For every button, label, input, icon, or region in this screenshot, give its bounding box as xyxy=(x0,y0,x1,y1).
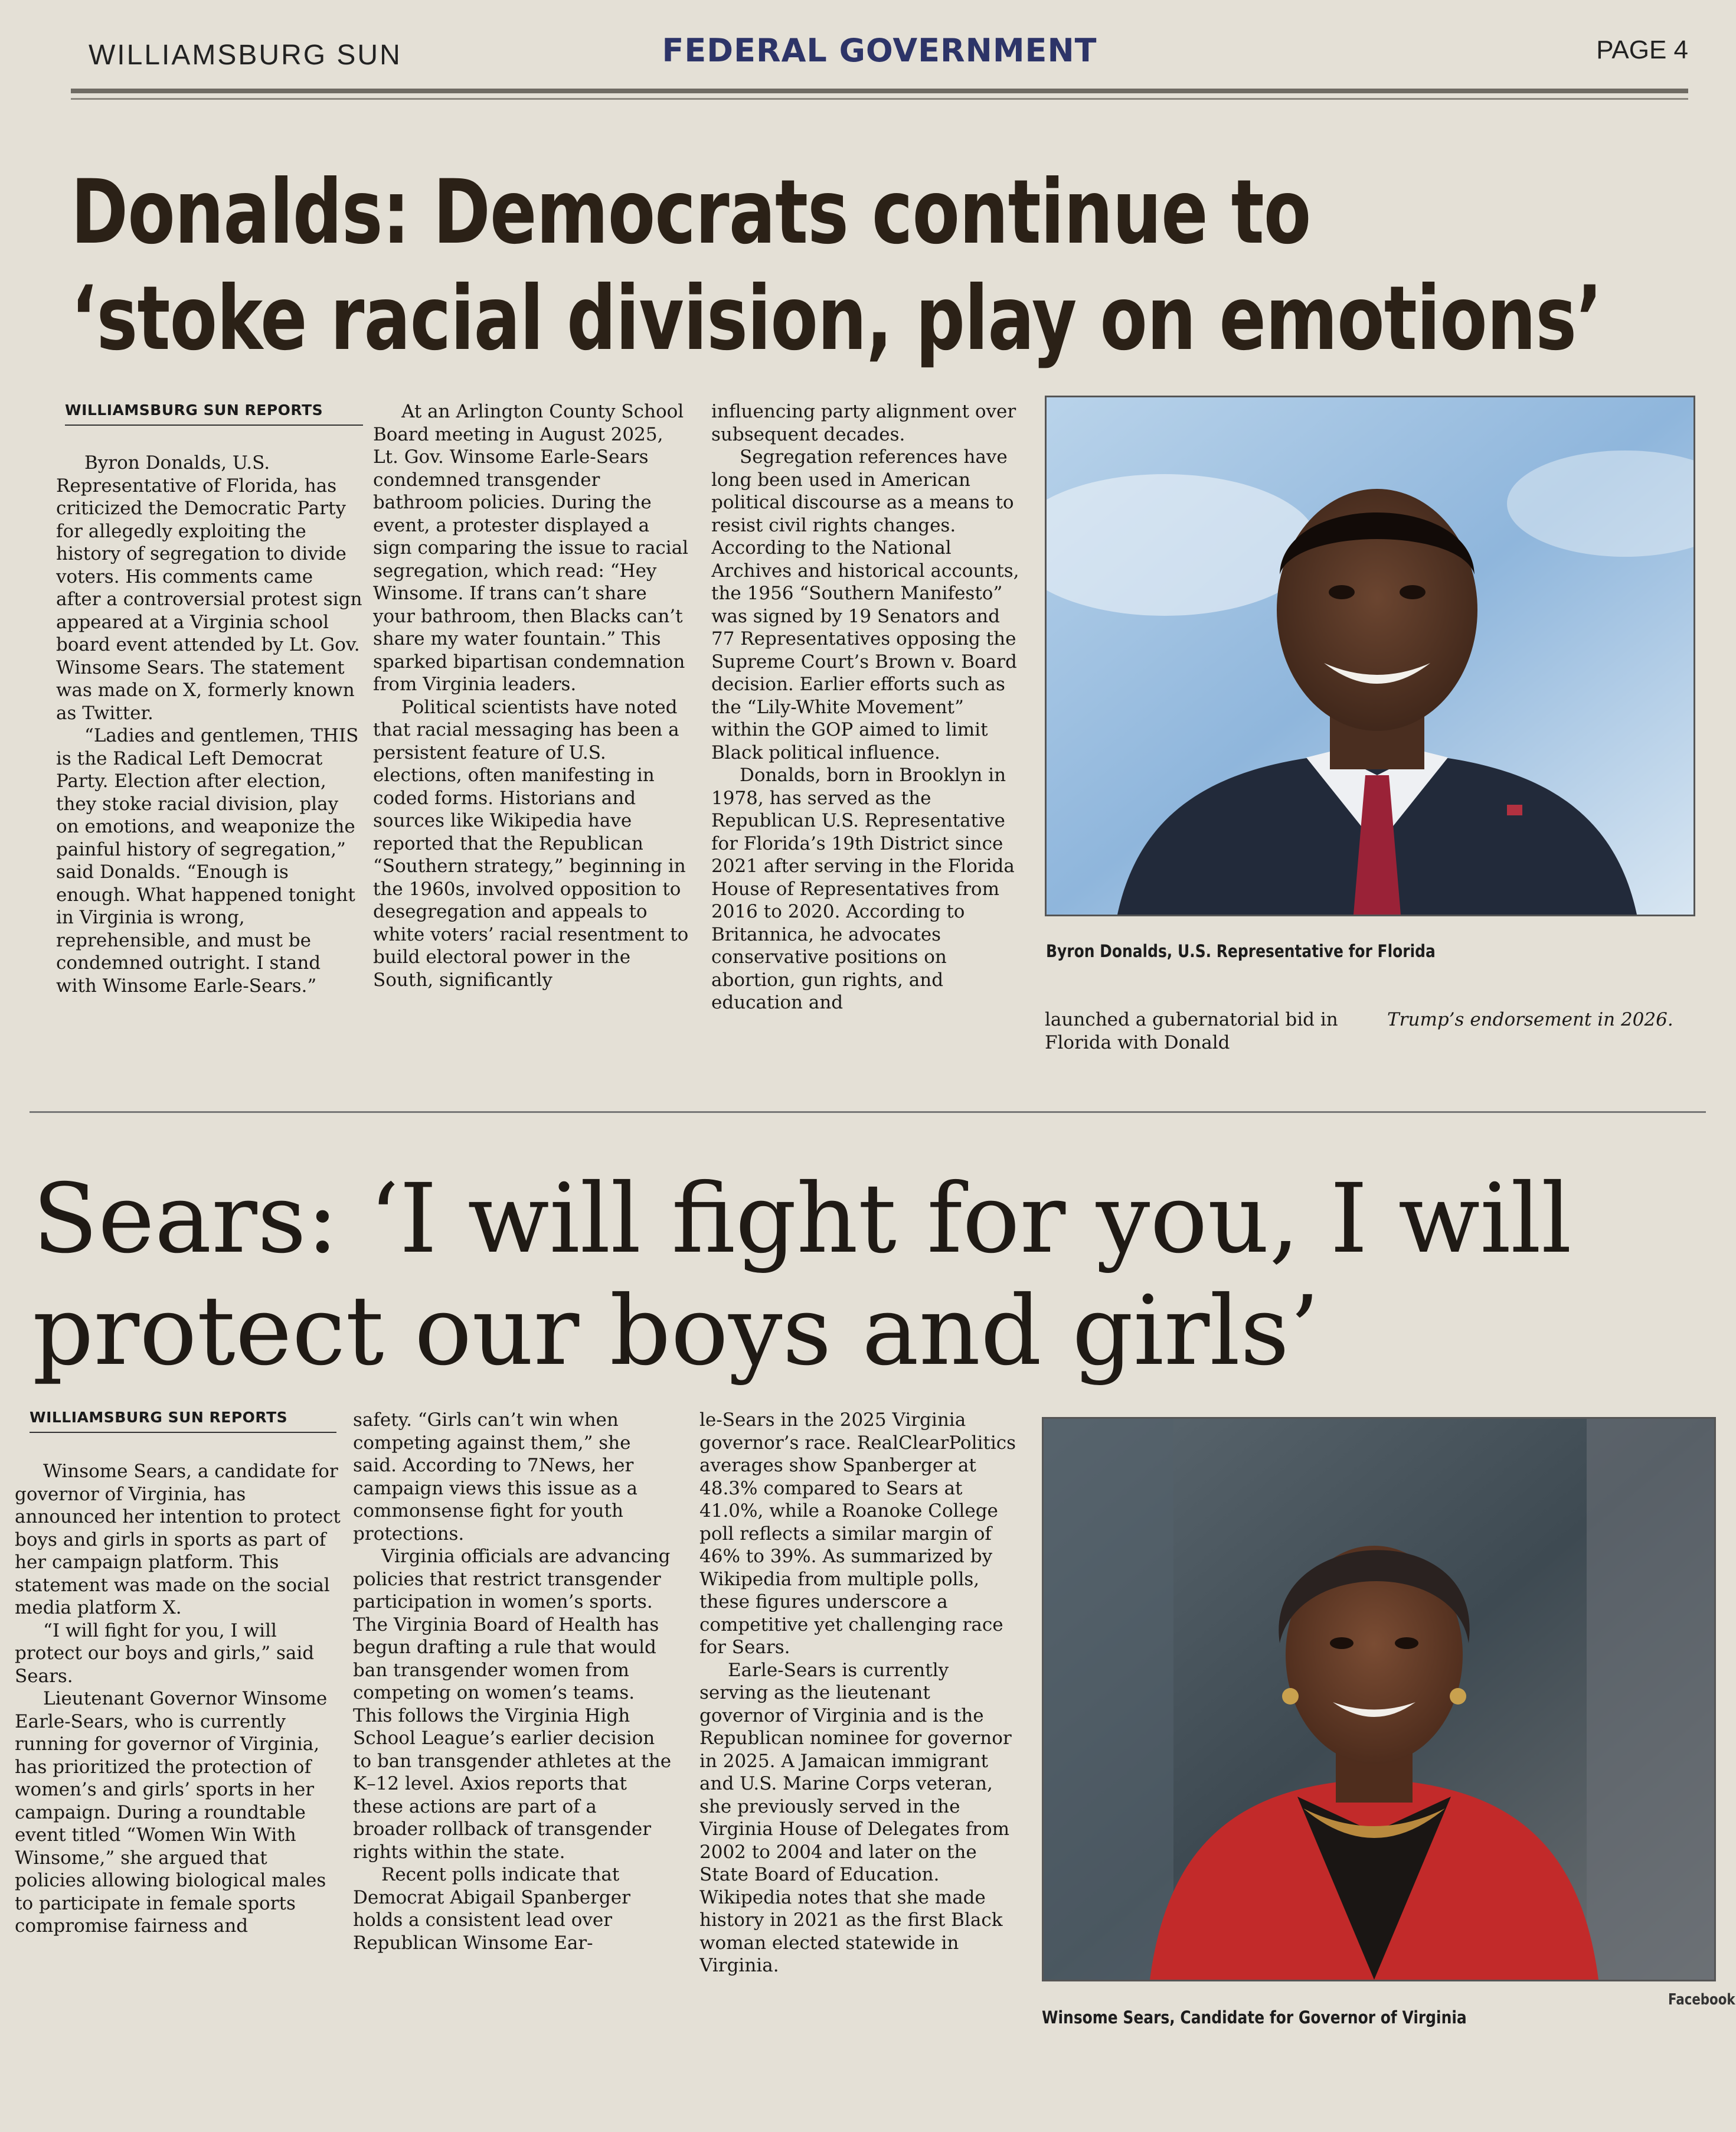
article2-col1-para: Winsome Sears, a candidate for governor of Virginia, has announced her intention to protect boys and girls in sports as part of her campaign platform. This statement was made on the social media platform X. xyxy=(15,1461,341,1618)
article1-col3-para: Donalds, born in Brooklyn in 1978, has served as the Republican U.S. Representative for Florida’s 19th District since 2021 after serving in the Florida House of Representatives from 2016 to 2020. According to Britannica, he advocates conservative positions on abortion, gun rights, and education and xyxy=(711,765,1015,1013)
article2-col3-para: Earle-Sears is currently serving as the lieutenant governor of Virginia and is the Republican nominee for governor in 2025. A Jamaican immigrant and U.S. Marine Corps veteran, she previously served in the Virginia House of Delegates from 2002 to 2004 and later on the State Board of Education. Wikipedia notes that she made history in 2021 as the first Black woman elected statewide in Virginia. xyxy=(699,1659,1012,1976)
article2-kicker: WILLIAMSBURG SUN REPORTS xyxy=(30,1409,336,1433)
sears-photo-caption: Winsome Sears, Candidate for Governor of Virginia xyxy=(1042,2007,1467,2027)
section-title: FEDERAL GOVERNMENT xyxy=(662,32,1097,69)
article1-column-3 xyxy=(711,400,1021,1067)
article-separator xyxy=(30,1111,1706,1113)
donalds-photo-caption: Byron Donalds, U.S. Representative for Florida xyxy=(1046,941,1436,961)
sears-photo xyxy=(1042,1417,1716,1981)
article2-column-1 xyxy=(15,1460,342,2039)
donalds-photo xyxy=(1045,396,1695,916)
article2-col2-para: Recent polls indicate that Democrat Abigail Spanberger holds a consistent lead over Republican Winsome Ear- xyxy=(353,1864,630,1954)
masthead xyxy=(71,24,1688,89)
article1-column-1 xyxy=(56,452,363,1054)
article1-headline xyxy=(71,159,1636,372)
article2-column-2 xyxy=(353,1409,675,2058)
masthead-rule xyxy=(71,89,1688,93)
article1-col1-para: Byron Donalds, U.S. Representative of Florida, has criticized the Democratic Party for allegedly exploiting the history of segregation to divide voters. His comments came after a controversial protest sign appeared at a Virginia school board event attended by Lt. Gov. Winsome Sears. The statement was made on X, formerly known as Twitter. xyxy=(56,452,362,724)
article1-column-4 xyxy=(1045,1008,1352,1062)
article1-col1-para: “Ladies and gentlemen, THIS is the Radical Left Democrat Party. Election after election, they stoke racial division, play on emotions, and weaponize the painful history of segregation,” said Donalds. “Enough is enough. What happened tonight in Virginia is wrong, reprehensible, and must be condemned outright. I stand with Winsome Earle-Sears.” xyxy=(56,725,359,997)
article1-col5-para: Trump’s endorsement in 2026. xyxy=(1387,1009,1673,1030)
portrait-sears-image xyxy=(1044,1419,1714,1980)
article1-headline-line1: Donalds: Democrats continue to xyxy=(71,161,1311,264)
page-number: PAGE 4 xyxy=(1596,35,1688,64)
article2-column-3 xyxy=(699,1409,1018,2070)
article1-column-2 xyxy=(373,400,692,1067)
article1-kicker: WILLIAMSBURG SUN REPORTS xyxy=(65,401,363,426)
photo-credit: Facebook xyxy=(1668,1991,1735,2009)
portrait-donalds-image xyxy=(1047,397,1694,915)
article2-col1-para: “I will fight for you, I will protect our boys and girls,” said Sears. xyxy=(15,1620,315,1687)
article2-col2-para: safety. “Girls can’t win when competing against them,” she said. According to 7News, her campaign views this issue as a commonsense fight for youth protections. xyxy=(353,1409,637,1545)
article1-col4-para: launched a gubernatorial bid in Florida with Donald xyxy=(1045,1009,1338,1053)
article1-col3-para: Segregation references have long been used in American political discourse as a means to resist civil rights changes. According to the National Archives and historical accounts, the 1956 “Southern Manifesto” was signed by 19 Senators and 77 Representatives opposing the Supreme Court’s Brown v. Board decision. Earlier efforts such as the “Lily-White Movement” within the GOP aimed to limit Black political influence. xyxy=(711,446,1019,763)
article2-headline-line1: Sears: ‘I will fight for you, I will xyxy=(32,1164,1572,1275)
article1-col2-para: At an Arlington County School Board meeting in August 2025, Lt. Gov. Winsome Earle-Sears condemned transgender bathroom policies. During the event, a protester displayed a sign comparing the issue to racial segregation, which read: “Hey Winsome. If trans can’t share your bathroom, then Blacks can’t share my water fountain.” This sparked bipartisan condemnation from Virginia leaders. xyxy=(373,401,689,695)
article1-column-5 xyxy=(1387,1008,1694,1062)
article1-col2-para: Political scientists have noted that racial messaging has been a persistent feature of U.S. elections, often manifesting in coded forms. Historians and sources like Wikipedia have reported that the Republican “Southern strategy,” beginning in the 1960s, involved opposition to desegregation and appeals to white voters’ racial resentment to build electoral power in the South, significantly xyxy=(373,696,689,991)
article2-headline xyxy=(32,1163,1736,1387)
article1-col3-para: influencing party alignment over subsequent decades. xyxy=(711,401,1016,445)
article2-headline-line2: protect our boys and girls’ xyxy=(32,1276,1320,1387)
article2-col1-para: Lieutenant Governor Winsome Earle-Sears, who is currently running for governor of Virginia, has prioritized the protection of women’s and girls’ sports in her campaign. During a roundtable event titled “Women Win With Winsome,” she argued that policies allowing biological males to participate in female sports compromise fairness and xyxy=(15,1688,328,1937)
masthead-rule-thin xyxy=(71,98,1688,100)
paper-name: WILLIAMSBURG SUN xyxy=(89,40,402,71)
article2-col3-para: le-Sears in the 2025 Virginia governor’s race. RealClearPolitics averages show Spanberger at 48.3% compared to Sears at 41.0%, while a Roanoke College poll reflects a similar margin of 46% to 39%. As summarized by Wikipedia from multiple polls, these figures underscore a competitive yet challenging race for Sears. xyxy=(699,1409,1016,1658)
article1-headline-line2: ‘stoke racial division, play on emotions’ xyxy=(71,267,1602,370)
article2-col2-para: Virginia officials are advancing policies that restrict transgender participation in women’s sports. The Virginia Board of Health has begun drafting a rule that would ban transgender women from competing on women’s teams. This follows the Virginia High School League’s earlier decision to ban transgender athletes at the K–12 level. Axios reports that these actions are part of a broader rollback of transgender rights within the state. xyxy=(353,1546,672,1863)
